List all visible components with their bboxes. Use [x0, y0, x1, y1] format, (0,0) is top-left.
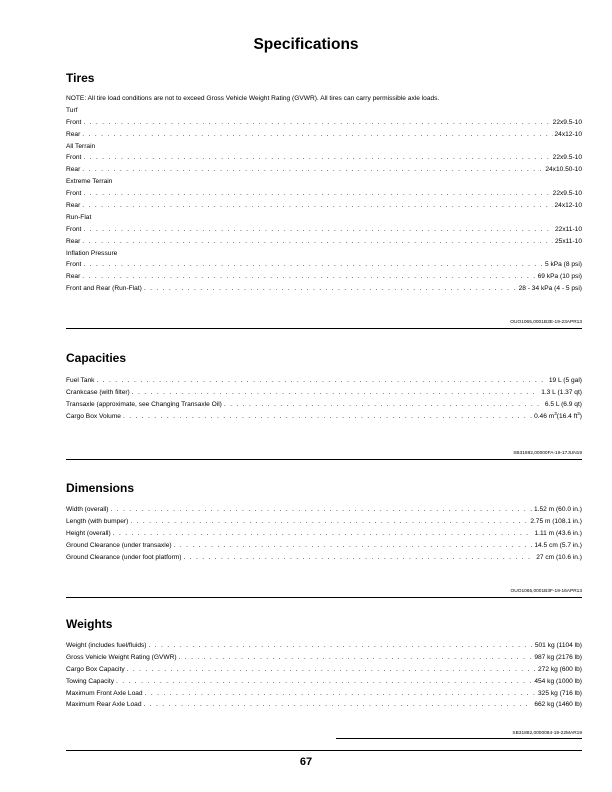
spec-row: [66, 504, 582, 516]
spec-label: Ground Clearance (under transaxle): [66, 541, 172, 549]
spec-value: 25x11-10: [554, 237, 582, 245]
spec-label: Fuel Tank: [66, 377, 95, 384]
reference-code: SB31882,00000FA-19-17JUN19: [513, 451, 582, 456]
spec-value: 69 kPa (10 psi): [537, 273, 582, 281]
section-heading: Weights: [66, 617, 113, 631]
spec-label: Cargo Box Capacity: [66, 665, 125, 673]
spec-label: Front and Rear (Run-Flat): [66, 285, 142, 293]
section-divider: [66, 459, 582, 460]
group-label: Inflation Pressure: [66, 249, 118, 257]
spec-row: [66, 552, 582, 564]
section-divider: [66, 328, 582, 329]
spec-row: [66, 540, 582, 552]
spec-row: [66, 411, 582, 423]
group-label: Turf: [66, 106, 78, 114]
spec-row: [66, 117, 582, 129]
spec-label: Rear: [66, 202, 81, 210]
spec-value: 501 kg (1104 lb): [534, 642, 582, 649]
spec-value: 2.75 m (108.1 in.): [530, 517, 582, 525]
spec-label: Front: [66, 154, 82, 162]
weights-section: [66, 614, 582, 711]
spec-value: 27 cm (10.6 in.): [536, 553, 582, 561]
spec-row: [66, 676, 582, 688]
spec-value: 22x9.5-10: [552, 118, 582, 126]
spec-label: Rear: [66, 273, 81, 281]
spec-value: 19 L (5 gal): [548, 377, 582, 384]
spec-row: [66, 528, 582, 540]
group-label: Extreme Terrain: [66, 178, 113, 186]
spec-row: [66, 516, 582, 528]
spec-label: Front: [66, 118, 82, 126]
spec-value: 1.3 L (1.37 qt): [541, 388, 582, 396]
spec-label: Crankcase (with filter): [66, 388, 130, 396]
spec-row: [66, 399, 582, 411]
spec-label: Rear: [66, 237, 81, 245]
section-divider: [66, 597, 582, 598]
spec-label: Weight (includes fuel/fluids): [66, 642, 147, 649]
spec-value: 22x9.5-10: [552, 154, 582, 162]
spec-value: 5 kPa (8 psi): [544, 261, 582, 269]
spec-label: Maximum Rear Axle Load: [66, 701, 142, 709]
spec-row: [66, 664, 582, 676]
spec-row: [66, 224, 582, 236]
spec-value: 28 - 34 kPa (4 - 5 psi): [518, 285, 582, 293]
section-divider: [336, 738, 582, 739]
section-heading: Capacities: [66, 351, 127, 365]
spec-label: Length (with bumper): [66, 517, 129, 525]
spec-label: Height (overall): [66, 529, 111, 537]
spec-value: 24x12-10: [554, 202, 582, 210]
reference-code: OUO1065,0001B3E-19-23APR13: [510, 320, 582, 325]
spec-label: Gross Vehicle Weight Rating (GVWR): [66, 653, 177, 661]
spec-row: [66, 375, 582, 387]
tires-note: NOTE: All tire load conditions are not to exceed Gross Vehicle Weight Rating (GVWR). All tires can carry permissible axle loads.: [66, 95, 440, 102]
spec-value: 24x10.50-10: [545, 166, 582, 174]
spec-row: [66, 688, 582, 700]
spec-value: 22x9.5-10: [552, 190, 582, 198]
spec-label: Maximum Front Axle Load: [66, 689, 143, 697]
reference-code: SB31882,0000084-19-22MAR19: [512, 731, 582, 736]
spec-label: Width (overall): [66, 506, 109, 513]
spec-row: [66, 283, 582, 295]
spec-value: 987 kg (2176 lb): [534, 653, 582, 661]
footer-rule: [66, 750, 582, 751]
spec-row: [66, 699, 582, 711]
spec-row: [66, 271, 582, 283]
spec-label: Towing Capacity: [66, 677, 115, 685]
tires-section: [66, 68, 582, 295]
spec-value: 1.11 m (43.6 in.): [534, 529, 582, 537]
spec-row: [66, 164, 582, 176]
page-title: Specifications: [253, 36, 359, 53]
spec-value: 14.5 cm (5.7 in.): [534, 541, 582, 549]
spec-label: Front: [66, 225, 82, 233]
spec-row: [66, 129, 582, 141]
spec-value: 1.52 m (60.0 in.): [533, 506, 582, 513]
spec-label: Transaxle (approximate, see Changing Transaxle Oil): [66, 400, 222, 408]
spec-label: Rear: [66, 166, 81, 174]
spec-value: 325 kg (716 lb): [538, 689, 582, 697]
spec-value: 454 kg (1000 lb): [534, 677, 582, 685]
section-heading: Tires: [66, 71, 95, 85]
spec-label: Rear: [66, 130, 81, 138]
spec-row: [66, 188, 582, 200]
spec-value: 0.46 $m^3(16.4$ $ft^3$): [534, 410, 582, 420]
group-label: All Terrain: [66, 142, 96, 150]
spec-label: Front: [66, 190, 82, 198]
spec-label: Front: [66, 261, 82, 269]
capacities-section: [66, 348, 582, 423]
spec-row: [66, 640, 582, 652]
spec-label: Cargo Box Volume: [66, 412, 121, 420]
spec-row: [66, 387, 582, 399]
spec-row: [66, 152, 582, 164]
section-heading: Dimensions: [66, 481, 135, 495]
spec-row: [66, 652, 582, 664]
spec-row: [66, 236, 582, 248]
spec-value: 22x11-10: [554, 225, 582, 233]
spec-value: 6.5 L (6.9 qt): [544, 400, 582, 408]
spec-label: Ground Clearance (under foot platform): [66, 553, 182, 561]
page-number: 67: [299, 756, 313, 768]
group-label: Run-Flat: [66, 213, 92, 221]
spec-value: 24x12-10: [554, 130, 582, 138]
reference-code: OUO1065,0001B3F-19-16APR13: [510, 589, 582, 594]
spec-row: [66, 200, 582, 212]
spec-row: [66, 259, 582, 271]
spec-value: 662 kg (1460 lb): [534, 701, 582, 709]
dimensions-section: [66, 478, 582, 563]
spec-value: 272 kg (600 lb): [538, 665, 582, 673]
